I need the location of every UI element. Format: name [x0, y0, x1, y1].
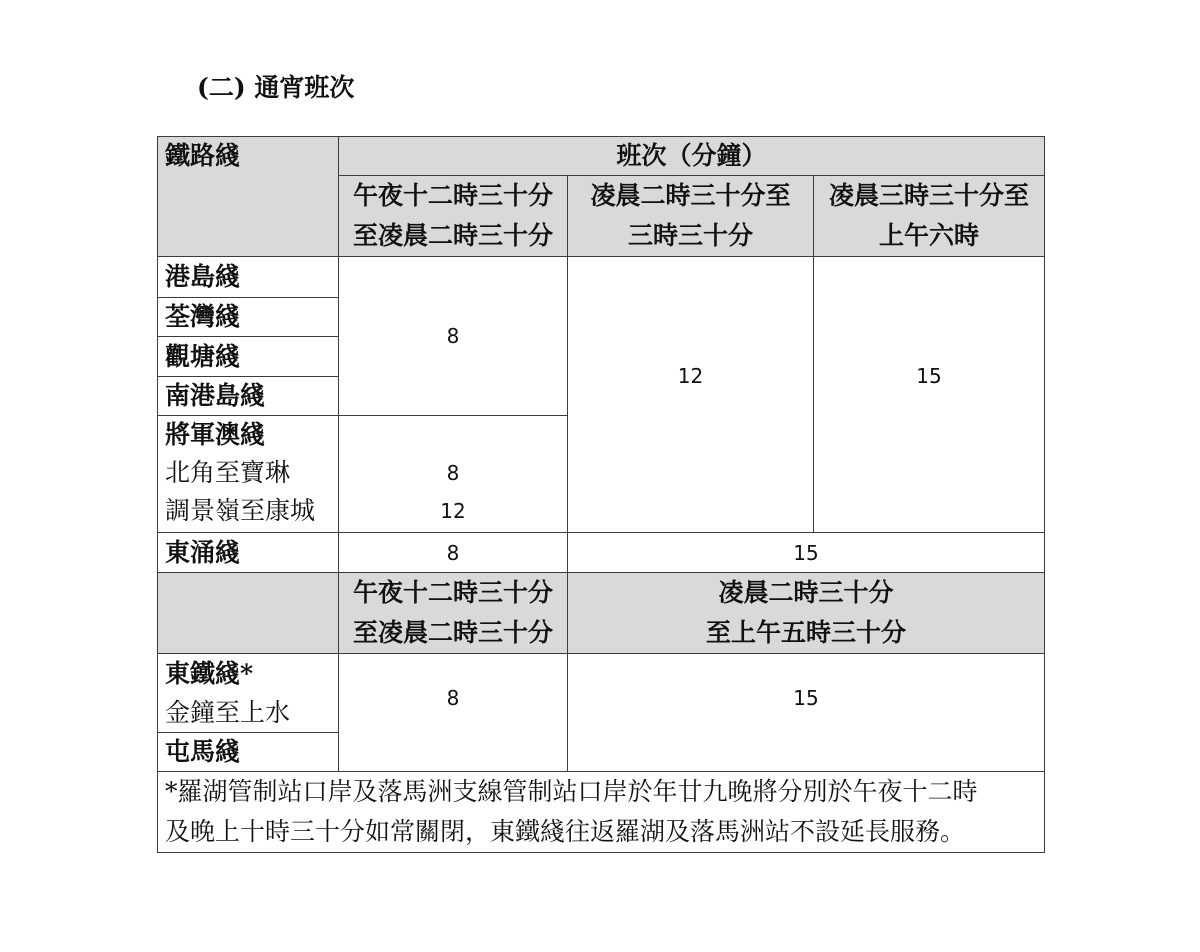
period-a1-line2: 至凌晨二時三十分: [352, 221, 553, 250]
period-a2-line1: 凌晨二時三十分至: [590, 181, 791, 210]
period-b1-line2: 至凌晨二時三十分: [352, 618, 553, 647]
table-row: [158, 257, 1045, 298]
section-heading: (二) 通宵班次: [197, 73, 355, 102]
overnight-schedule-table: [157, 136, 1045, 853]
island-line-name: 港島綫: [158, 257, 339, 298]
tko-line-cell: [158, 416, 339, 533]
footnote-line-2: 及晚上十時三十分如常關閉，東鐵綫往返羅湖及落馬洲站不設延長服務。: [165, 817, 966, 846]
footnote-cell: [158, 772, 1045, 853]
tuen-ma-line-name: 屯馬綫: [158, 733, 339, 772]
period-b2-line1: 凌晨二時三十分: [718, 578, 894, 607]
tko-section-2-name: 調景嶺至康城: [165, 496, 316, 525]
period-a2-line2: 三時三十分: [627, 221, 753, 250]
tko-section-1-name: 北角至寶琳: [165, 458, 291, 487]
tko-section-2-value: 12: [440, 499, 466, 523]
group-a-period2-value: 12: [568, 257, 814, 533]
tko-line-name: 將軍澳綫: [165, 420, 266, 449]
period-a3-line1: 凌晨三時三十分至: [829, 181, 1030, 210]
period-a3-line2: 上午六時: [879, 221, 980, 250]
group-a-period1-value: 8: [339, 257, 568, 416]
tko-section-1-value: 8: [446, 461, 460, 485]
empty-header-cell: [158, 573, 339, 654]
group-b-period1-value: 8: [339, 654, 568, 772]
period-a1-line1: 午夜十二時三十分: [352, 181, 553, 210]
south-island-line-name: 南港島綫: [158, 377, 339, 416]
footnote-line-1: *羅湖管制站口岸及落馬洲支線管制站口岸於年廿九晚將分別於午夜十二時: [165, 777, 978, 806]
period-b2-header: [568, 573, 1045, 654]
tung-chung-period1-value: 8: [339, 533, 568, 573]
period-b2-line2: 至上午五時三十分: [706, 618, 907, 647]
period-a1-header: [339, 176, 568, 257]
frequency-header: 班次（分鐘）: [339, 137, 1045, 176]
tko-blank-line: [339, 416, 567, 454]
period-a2-header: [568, 176, 814, 257]
table-row: [158, 533, 1045, 573]
tung-chung-line-name: 東涌綫: [158, 533, 339, 573]
group-b-period2-value: 15: [568, 654, 1045, 772]
header-row-1: [158, 137, 1045, 176]
kwun-tong-line-name: 觀塘綫: [158, 337, 339, 377]
east-rail-line-name: 東鐵綫*: [165, 659, 254, 688]
east-rail-section-name: 金鐘至上水: [165, 698, 291, 727]
table-row: [158, 654, 1045, 733]
tsuen-wan-line-name: 荃灣綫: [158, 298, 339, 337]
tung-chung-period23-value: 15: [568, 533, 1045, 573]
period-b1-header: [339, 573, 568, 654]
east-rail-cell: [158, 654, 339, 733]
header-row-3: [158, 573, 1045, 654]
group-a-period3-value: 15: [814, 257, 1045, 533]
tko-period1-cell: [339, 416, 568, 533]
period-a3-header: [814, 176, 1045, 257]
period-b1-line1: 午夜十二時三十分: [352, 578, 553, 607]
railway-line-header: 鐵路綫: [158, 137, 339, 257]
footnote-row: [158, 772, 1045, 853]
